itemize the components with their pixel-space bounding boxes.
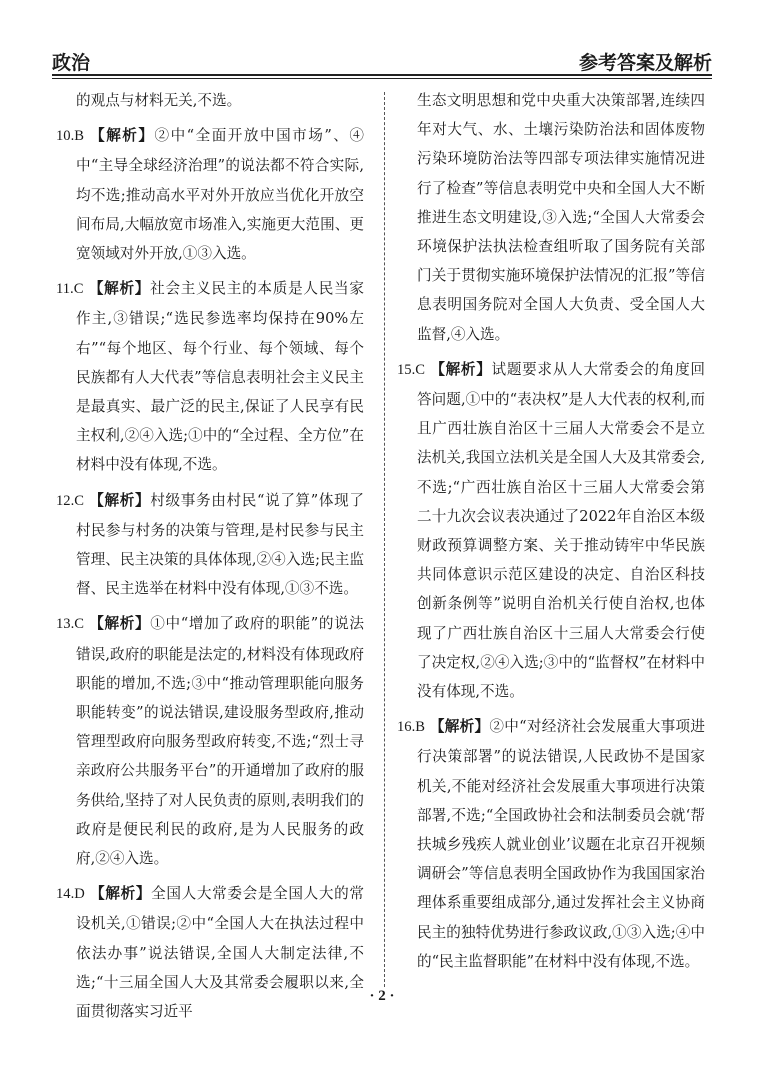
right-column [397,86,705,982]
page-header [50,0,714,80]
page-number: · 2 · [369,988,395,1004]
header-rule-thin [52,78,712,79]
answer-item-15: 15.C 【解析】试题要求从人大常委会的角度回答问题,①中的“表决权”是人大代表的权利,而且广西壮族自治区十三届人大常委会不是立法机关,我国立法机关是全国人大及其常委会,不选;“广西壮族自治区十三届人大常委会第二十九次会议表决通过了2022年自治区本级财政预算调整方案、关于推动铸牢中华民族共同体意识示范区建设的决定、自治区科技创新条例等”说明自治机关行使自治权,也体现了广西壮族自治区十三届人大常委会行使了决定权,②④入选;③中的“监督权”在材料中没有体现,不选。 [397,360,705,701]
answer-item-16: 16.B 【解析】②中“对经济社会发展重大事项进行决策部署”的说法错误,人民政协不是国家机关,不能对经济社会发展重大事项进行决策部署,不选;“全国政协社会和法制委员会就‘帮扶城乡残疾人就业创业’议题在北京召开视频调研会”等信息表明全国政协作为我国国家治理体系重要组成部分,通过发挥社会主义协商民主的独特优势进行参政议政,①③入选;④中的“民主监督职能”在材料中没有体现,不选。 [397,718,705,970]
left-column [56,86,364,1032]
header-rule-thick [52,74,712,76]
answer-item-12: 12.C 【解析】村级事务由村民“说了算”体现了村民参与村务的决策与管理,是村民参与民主管理、民主决策的具体体现,②④入选;民主监督、民主选举在材料中没有体现,①③不选。 [56,491,364,598]
answer-item-13: 13.C 【解析】①中“增加了政府的职能”的说法错误,政府的职能是法定的,材料没有体现政府职能的增加,不选;③中“推动管理职能向服务职能转变”的说法错误,建设服务型政府,推动管理型政府向服务型政府转变,不选;“烈士寻亲政府公共服务平台”的开通增加了政府的服务供给,坚持了对人民负责的原则,表明我们的政府是便民利民的政府,是为人民服务的政府,②④入选。 [56,615,364,868]
continuation-text: 的观点与材料无关,不选。 [76,92,242,109]
column-divider [384,92,385,987]
answer-item-10: 10.B 【解析】②中“全面开放中国市场”、④中“主导全球经济治理”的说法都不符合实际,均不选;推动高水平对外开放应当优化开放空间布局,大幅放宽市场准入,实施更大范围、更宽领域对外开放,①③入选。 [56,127,364,263]
answer-item-14: 14.D 【解析】全国人大常委会是全国人大的常设机关,①错误;②中“全国人大在执法过程中依法办事”说法错误,全国人大制定法律,不选;“十三届全国人大及其常委会履职以来,全面贯彻落实习近平 [56,885,364,1021]
subject-label: 政治 [52,52,91,74]
answer-item-11: 11.C 【解析】社会主义民主的本质是人民当家作主,③错误;“选民参选率均保持在90%左右”“每个地区、每个行业、每个领域、每个民族都有人大代表”等信息表明社会主义民主是最真实、最广泛的民主,保证了人民享有民主权利,②④入选;①中的“全过程、全方位”在材料中没有体现,不选。 [56,280,364,474]
continuation-text: 生态文明思想和党中央重大决策部署,连续四年对大气、水、土壤污染防治法和固体废物污染环境防治法等四部专项法律实施情况进行了检查”等信息表明党中央和全国人大不断推进生态文明建设,③入选;“全国人大常委会环境保护法执法检查组听取了国务院有关部门关于贯彻实施环境保护法情况的汇报”等信息表明国务院对全国人大负责、受全国人大监督,④入选。 [417,92,705,343]
document-title: 参考答案及解析 [578,52,712,74]
